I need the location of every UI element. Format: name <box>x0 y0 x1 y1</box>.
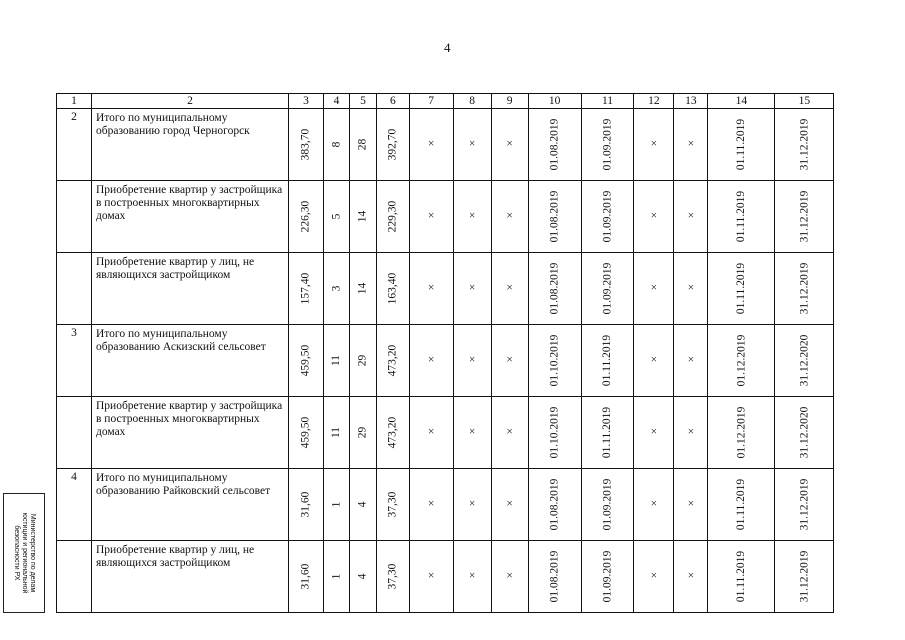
cell-c8-mark: × <box>453 253 491 325</box>
cell-c5 <box>350 325 377 397</box>
cell-c9-mark: × <box>491 253 528 325</box>
cell-value: 01.08.2019 <box>548 118 561 171</box>
cell-value: 8 <box>330 141 342 148</box>
column-header: 14 <box>708 94 775 109</box>
cell-c3 <box>289 397 324 469</box>
cell-c7-mark: × <box>409 325 453 397</box>
data-table <box>56 93 834 613</box>
table-row <box>57 541 834 613</box>
cell-c9-mark: × <box>491 181 528 253</box>
cell-c11 <box>581 397 634 469</box>
cell-value: 01.11.2019 <box>600 406 613 459</box>
cell-value: 5 <box>330 213 342 220</box>
cell-c6 <box>377 469 410 541</box>
row-number: 3 <box>57 325 92 397</box>
table-row <box>57 325 834 397</box>
cell-c11 <box>581 325 634 397</box>
cell-c13-mark: × <box>674 469 708 541</box>
cell-value: 473,20 <box>386 344 399 377</box>
cell-value: 459,50 <box>299 416 312 449</box>
column-header: 10 <box>528 94 581 109</box>
cell-c4 <box>324 397 350 469</box>
cell-c4 <box>324 253 350 325</box>
cell-value: 11 <box>329 426 342 439</box>
cell-value: 229,30 <box>386 200 399 233</box>
row-description: Приобретение квартир у лиц, не являющихся застройщиком <box>92 541 289 613</box>
cell-value: 4 <box>356 573 369 580</box>
cell-value: 31.12.2020 <box>797 406 810 459</box>
cell-value: 01.12.2019 <box>734 334 747 387</box>
cell-c11 <box>581 469 634 541</box>
cell-value: 31.12.2019 <box>797 190 810 243</box>
cell-c4 <box>324 541 350 613</box>
cell-c3 <box>289 541 324 613</box>
cell-c13-mark: × <box>674 181 708 253</box>
column-header: 2 <box>92 94 289 109</box>
cell-value: 11 <box>329 354 342 367</box>
cell-c7-mark: × <box>409 397 453 469</box>
stamp-line: юстиции и региональной <box>21 512 28 594</box>
cell-c12-mark: × <box>634 109 674 181</box>
cell-c14 <box>708 397 775 469</box>
cell-value: 01.09.2019 <box>601 478 613 531</box>
cell-c9-mark: × <box>491 109 528 181</box>
cell-c5 <box>350 397 377 469</box>
cell-c13-mark: × <box>674 109 708 181</box>
cell-value: 459,50 <box>299 344 312 377</box>
cell-value: 31,60 <box>299 491 312 518</box>
cell-c6 <box>377 109 410 181</box>
cell-value: 01.10.2019 <box>548 406 561 459</box>
column-header: 9 <box>491 94 528 109</box>
row-description: Итого по муниципальному образованию Райковский сельсовет <box>92 469 289 541</box>
cell-value: 01.11.2019 <box>734 550 747 603</box>
cell-c3 <box>289 181 324 253</box>
cell-c14 <box>708 181 775 253</box>
cell-value: 157,40 <box>299 272 312 305</box>
cell-c5 <box>350 469 377 541</box>
cell-c5 <box>350 253 377 325</box>
cell-c6 <box>377 253 410 325</box>
row-description: Приобретение квартир у застройщика в построенных многоквартирных домах <box>92 181 289 253</box>
cell-value: 37,30 <box>386 491 399 518</box>
cell-c12-mark: × <box>634 469 674 541</box>
cell-value: 31,60 <box>299 563 312 590</box>
row-number: 2 <box>57 109 92 181</box>
cell-value: 01.09.2019 <box>601 118 613 171</box>
cell-c7-mark: × <box>409 181 453 253</box>
cell-value: 01.12.2019 <box>734 406 747 459</box>
cell-value: 1 <box>330 501 342 508</box>
cell-c3 <box>289 325 324 397</box>
cell-c7-mark: × <box>409 541 453 613</box>
row-number <box>57 181 92 253</box>
cell-c9-mark: × <box>491 325 528 397</box>
table-row <box>57 181 834 253</box>
cell-value: 01.08.2019 <box>548 190 561 243</box>
cell-c13-mark: × <box>674 253 708 325</box>
cell-c6 <box>377 181 410 253</box>
cell-c12-mark: × <box>634 541 674 613</box>
cell-value: 1 <box>330 573 342 580</box>
cell-c10 <box>528 181 581 253</box>
column-header: 7 <box>409 94 453 109</box>
cell-value: 31.12.2019 <box>797 478 810 531</box>
cell-value: 31.12.2020 <box>797 334 810 387</box>
cell-c8-mark: × <box>453 397 491 469</box>
column-header: 13 <box>674 94 708 109</box>
cell-c9-mark: × <box>491 541 528 613</box>
cell-value: 14 <box>356 210 369 223</box>
cell-c15 <box>775 109 834 181</box>
cell-c11 <box>581 109 634 181</box>
cell-value: 31.12.2019 <box>797 550 810 603</box>
row-number <box>57 253 92 325</box>
cell-c12-mark: × <box>634 253 674 325</box>
row-number <box>57 397 92 469</box>
cell-c8-mark: × <box>453 325 491 397</box>
cell-c15 <box>775 253 834 325</box>
table-row <box>57 109 834 181</box>
cell-value: 392,70 <box>386 128 399 161</box>
cell-value: 28 <box>356 138 369 151</box>
cell-c10 <box>528 397 581 469</box>
row-description: Приобретение квартир у застройщика в построенных многоквартирных домах <box>92 397 289 469</box>
cell-c4 <box>324 109 350 181</box>
row-number: 4 <box>57 469 92 541</box>
cell-c9-mark: × <box>491 469 528 541</box>
cell-c3 <box>289 469 324 541</box>
column-header: 4 <box>324 94 350 109</box>
cell-c4 <box>324 469 350 541</box>
column-header: 1 <box>57 94 92 109</box>
column-header: 6 <box>377 94 410 109</box>
cell-c11 <box>581 253 634 325</box>
cell-c8-mark: × <box>453 181 491 253</box>
row-number <box>57 541 92 613</box>
cell-value: 01.09.2019 <box>601 550 613 603</box>
cell-c11 <box>581 181 634 253</box>
column-header: 3 <box>289 94 324 109</box>
cell-value: 163,40 <box>386 272 399 305</box>
cell-value: 01.08.2019 <box>548 550 561 603</box>
cell-c10 <box>528 325 581 397</box>
table-row <box>57 253 834 325</box>
table-row <box>57 469 834 541</box>
cell-c15 <box>775 325 834 397</box>
column-header: 8 <box>453 94 491 109</box>
cell-c12-mark: × <box>634 397 674 469</box>
cell-c3 <box>289 253 324 325</box>
cell-value: 473,20 <box>386 416 399 449</box>
cell-c15 <box>775 469 834 541</box>
page-number: 4 <box>444 40 451 55</box>
cell-c4 <box>324 325 350 397</box>
cell-c14 <box>708 541 775 613</box>
cell-c6 <box>377 397 410 469</box>
cell-c10 <box>528 469 581 541</box>
cell-value: 37,30 <box>386 563 399 590</box>
column-header: 15 <box>775 94 834 109</box>
cell-value: 01.11.2019 <box>734 478 747 531</box>
column-header: 11 <box>581 94 634 109</box>
cell-c15 <box>775 181 834 253</box>
cell-c7-mark: × <box>409 109 453 181</box>
cell-value: 01.11.2019 <box>600 334 613 387</box>
cell-c14 <box>708 109 775 181</box>
row-description: Приобретение квартир у лиц, не являющихся застройщиком <box>92 253 289 325</box>
cell-c8-mark: × <box>453 109 491 181</box>
cell-c10 <box>528 109 581 181</box>
cell-value: 4 <box>356 501 369 508</box>
cell-c10 <box>528 253 581 325</box>
cell-c13-mark: × <box>674 325 708 397</box>
cell-c12-mark: × <box>634 181 674 253</box>
cell-c14 <box>708 325 775 397</box>
cell-value: 226,30 <box>299 200 312 233</box>
cell-c7-mark: × <box>409 253 453 325</box>
cell-c8-mark: × <box>453 541 491 613</box>
cell-c14 <box>708 469 775 541</box>
cell-value: 3 <box>330 285 342 292</box>
registration-stamp <box>3 493 45 613</box>
cell-c10 <box>528 541 581 613</box>
cell-c11 <box>581 541 634 613</box>
cell-value: 31.12.2019 <box>797 262 810 315</box>
cell-value: 01.08.2019 <box>548 262 561 315</box>
cell-value: 14 <box>356 282 369 295</box>
cell-c7-mark: × <box>409 469 453 541</box>
stamp-line: безопасности РХ <box>13 525 20 581</box>
cell-value: 01.11.2019 <box>734 262 747 315</box>
column-header: 12 <box>634 94 674 109</box>
cell-c14 <box>708 253 775 325</box>
cell-c4 <box>324 181 350 253</box>
cell-c5 <box>350 541 377 613</box>
cell-c5 <box>350 109 377 181</box>
table-row <box>57 397 834 469</box>
cell-c3 <box>289 109 324 181</box>
header-row <box>57 94 834 109</box>
cell-c13-mark: × <box>674 541 708 613</box>
cell-c13-mark: × <box>674 397 708 469</box>
column-header: 5 <box>350 94 377 109</box>
cell-c9-mark: × <box>491 397 528 469</box>
cell-value: 01.09.2019 <box>601 190 613 243</box>
cell-c5 <box>350 181 377 253</box>
row-description: Итого по муниципальному образованию Аскизский сельсовет <box>92 325 289 397</box>
cell-value: 29 <box>356 354 369 367</box>
cell-value: 01.09.2019 <box>601 262 613 315</box>
cell-value: 31.12.2019 <box>797 118 810 171</box>
cell-value: 01.11.2019 <box>734 190 747 243</box>
stamp-line: Министерство по делам <box>29 513 36 593</box>
cell-value: 29 <box>356 426 369 439</box>
cell-c8-mark: × <box>453 469 491 541</box>
row-description: Итого по муниципальному образованию город Черногорск <box>92 109 289 181</box>
cell-c6 <box>377 325 410 397</box>
cell-value: 383,70 <box>299 128 312 161</box>
cell-c15 <box>775 541 834 613</box>
cell-c15 <box>775 397 834 469</box>
cell-value: 01.10.2019 <box>548 334 561 387</box>
cell-c12-mark: × <box>634 325 674 397</box>
cell-c6 <box>377 541 410 613</box>
cell-value: 01.11.2019 <box>734 118 747 171</box>
cell-value: 01.08.2019 <box>548 478 561 531</box>
